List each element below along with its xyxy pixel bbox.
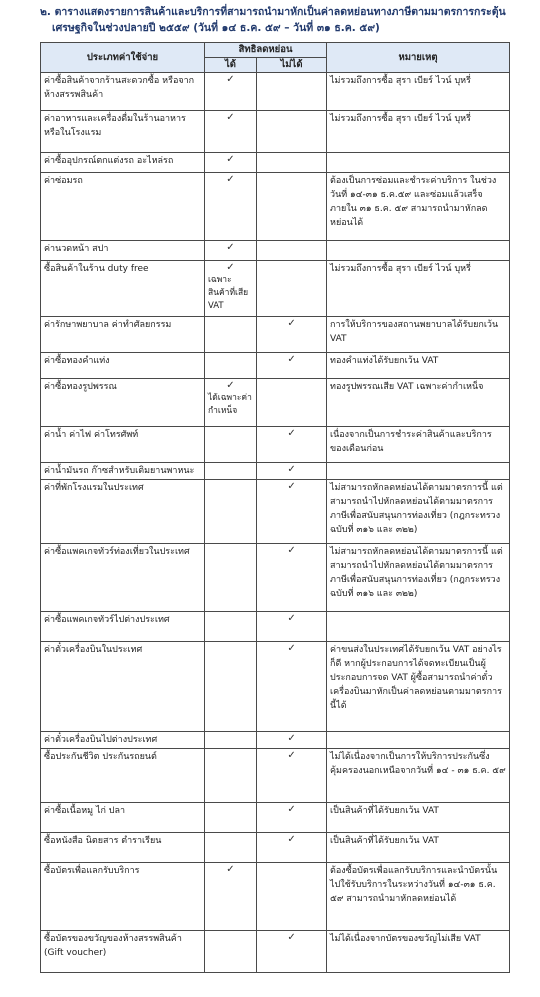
table-row [41,317,510,353]
table-row [41,863,510,931]
can-deduct-cell [205,241,257,261]
table-row [41,463,510,480]
expense-item: ค่าซื้ออุปกรณ์ตกแต่งรถ อะไหล่รถ [41,153,205,173]
check-mark-icon: ✓ [226,174,235,185]
can-deduct-cell [205,480,257,544]
check-mark-icon: ✓ [287,804,296,815]
can-deduct-cell [205,111,257,153]
table-row [41,803,510,833]
cannot-deduct-cell [257,317,327,353]
expense-item: ค่าที่พักโรงแรมในประเทศ [41,480,205,544]
can-deduct-note: ได้เฉพาะค่ากำเหน็จ [208,393,252,416]
remark: ไม่รวมถึงการซื้อ สุรา เบียร์ ไวน์ บุหรี่ [327,111,510,153]
cannot-deduct-cell [257,749,327,803]
table-row [41,833,510,863]
cannot-deduct-cell [257,153,327,173]
cannot-deduct-cell [257,833,327,863]
cannot-deduct-cell [257,73,327,111]
remark [327,463,510,480]
table-row [41,612,510,642]
table-row [41,153,510,173]
cannot-deduct-cell [257,612,327,642]
check-mark-icon: ✓ [226,154,235,165]
remark: เนื่องจากเป็นการชำระค่าสินค้าและบริการของเดือนก่อน [327,427,510,463]
expense-item: ซื้อบัตรของขวัญของห้างสรรพสินค้า (Gift voucher) [41,931,205,973]
table-row [41,73,510,111]
can-deduct-cell [205,863,257,931]
can-deduct-cell [205,261,257,317]
expense-item: ค่าซื้อแพคเกจทัวร์ไปต่างประเทศ [41,612,205,642]
remark: การให้บริการของสถานพยาบาลได้รับยกเว้น VAT [327,317,510,353]
expense-item: ค่าซื้อแพคเกจทัวร์ท่องเที่ยวในประเทศ [41,544,205,612]
can-deduct-cell [205,803,257,833]
cannot-deduct-cell [257,863,327,931]
expense-item: ซื้อสินค้าในร้าน duty free [41,261,205,317]
table-row [41,642,510,732]
header-row [41,43,510,58]
can-deduct-cell [205,379,257,427]
expense-item: ค่าซ่อมรถ [41,173,205,241]
remark: เป็นสินค้าที่ได้รับยกเว้น VAT [327,833,510,863]
expense-item: ค่าน้ำ ค่าไฟ ค่าโทรศัพท์ [41,427,205,463]
check-mark-icon: ✓ [287,481,296,492]
table-row [41,241,510,261]
expense-item: ค่านวดหน้า สปา [41,241,205,261]
header-expense-type: ประเภทค่าใช้จ่าย [41,43,205,73]
cannot-deduct-cell [257,463,327,480]
expense-item: ค่าซื้อทองคำแท่ง [41,353,205,379]
can-deduct-cell [205,931,257,973]
can-deduct-cell [205,642,257,732]
header-cannot: ไม่ได้ [257,58,327,73]
table-row [41,931,510,973]
expense-item: ค่าซื้อเนื้อหมู ไก่ ปลา [41,803,205,833]
expense-item: ซื้อหนังสือ นิตยสาร ตำราเรียน [41,833,205,863]
document-title [40,4,520,36]
remark: ทองคำแท่งได้รับยกเว้น VAT [327,353,510,379]
title-line-1: ๒. ตารางแสดงรายการสินค้าและบริการที่สามารถนำมาหักเป็นค่าลดหย่อนทางภาษีตามมาตรการกระตุ้น [40,6,506,18]
can-deduct-cell [205,353,257,379]
cannot-deduct-cell [257,544,327,612]
can-deduct-cell [205,73,257,111]
expense-item: ค่าตั๋วเครื่องบินในประเทศ [41,642,205,732]
remark: เป็นสินค้าที่ได้รับยกเว้น VAT [327,803,510,833]
remark [327,612,510,642]
remark [327,153,510,173]
table-row [41,261,510,317]
remark: ไม่รวมถึงการซื้อ สุรา เบียร์ ไวน์ บุหรี่ [327,73,510,111]
expense-item: ซื้อประกันชีวิต ประกันรถยนต์ [41,749,205,803]
remark: ไม่สามารถหักลดหย่อนได้ตามมาตรการนี้ แต่สามารถนำไปหักลดหย่อนได้ตามมาตรการภาษีเพื่อสนับสนุนการท่องเที่ยว (กฎกระทรวงฉบับที่ ๓๑๖ และ ๓๒๒) [327,480,510,544]
table-row [41,544,510,612]
remark: ต้องเป็นการซ่อมและชำระค่าบริการ ในช่วงวันที่ ๑๔-๓๑ ธ.ค.๕๙ และซ่อมแล้วเสร็จภายใน ๓๑ ธ.ค. ๕๙ สามารถนำมาหักลดหย่อนได้ [327,173,510,241]
cannot-deduct-cell [257,803,327,833]
expense-item: ค่าตั๋วเครื่องบินไปต่างประเทศ [41,732,205,749]
check-mark-icon: ✓ [287,834,296,845]
header-remarks: หมายเหตุ [327,43,510,73]
expense-item: ค่าซื้อสินค้าจากร้านสะดวกซื้อ หรือจากห้างสรรพสินค้า [41,73,205,111]
can-deduct-note: เฉพาะสินค้าที่เสีย VAT [208,275,249,311]
can-deduct-cell [205,833,257,863]
expense-item: ค่ารักษาพยาบาล ค่าทำศัลยกรรม [41,317,205,353]
cannot-deduct-cell [257,379,327,427]
check-mark-icon: ✓ [287,643,296,654]
remark: ต้องซื้อบัตรเพื่อแลกรับบริการและนำบัตรนั้นไปใช้รับบริการในระหว่างวันที่ ๑๔-๓๑ ธ.ค. ๕๙ สามารถนำมาหักลดหย่อนได้ [327,863,510,931]
check-mark-icon: ✓ [287,733,296,744]
check-mark-icon: ✓ [226,864,235,875]
deduction-table [40,42,510,973]
remark: ไม่รวมถึงการซื้อ สุรา เบียร์ ไวน์ บุหรี่ [327,261,510,317]
table-row [41,732,510,749]
can-deduct-cell [205,463,257,480]
cannot-deduct-cell [257,642,327,732]
table-row [41,480,510,544]
expense-item: ค่าซื้อทองรูปพรรณ [41,379,205,427]
table-row [41,111,510,153]
check-mark-icon: ✓ [226,112,235,123]
cannot-deduct-cell [257,111,327,153]
table-row [41,353,510,379]
table-row [41,749,510,803]
check-mark-icon: ✓ [287,545,296,556]
check-mark-icon: ✓ [226,380,235,391]
remark [327,241,510,261]
expense-item: ซื้อบัตรเพื่อแลกรับบริการ [41,863,205,931]
cannot-deduct-cell [257,173,327,241]
check-mark-icon: ✓ [287,613,296,624]
can-deduct-cell [205,153,257,173]
table-row [41,427,510,463]
check-mark-icon: ✓ [287,464,296,475]
table-body [41,73,510,973]
table-row [41,379,510,427]
cannot-deduct-cell [257,241,327,261]
can-deduct-cell [205,544,257,612]
cannot-deduct-cell [257,427,327,463]
can-deduct-cell [205,749,257,803]
remark: ไม่สามารถหักลดหย่อนได้ตามมาตรการนี้ แต่สามารถนำไปหักลดหย่อนได้ตามมาตรการภาษีเพื่อสนับสนุนการท่องเที่ยว (กฎกระทรวงฉบับที่ ๓๑๖ และ ๓๒๒) [327,544,510,612]
check-mark-icon: ✓ [287,318,296,329]
check-mark-icon: ✓ [287,354,296,365]
title-line-2: เศรษฐกิจในช่วงปลายปี ๒๕๕๙ (วันที่ ๑๔ ธ.ค. ๕๙ – วันที่ ๓๑ ธ.ค. ๕๙) [52,22,380,34]
remark [327,732,510,749]
check-mark-icon: ✓ [287,932,296,943]
check-mark-icon: ✓ [226,242,235,253]
can-deduct-cell [205,612,257,642]
cannot-deduct-cell [257,732,327,749]
can-deduct-cell [205,173,257,241]
can-deduct-cell [205,427,257,463]
header-rights: สิทธิลดหย่อน [205,43,327,58]
remark: ทองรูปพรรณเสีย VAT เฉพาะค่ากำเหน็จ [327,379,510,427]
can-deduct-cell [205,317,257,353]
check-mark-icon: ✓ [287,750,296,761]
expense-item: ค่าน้ำมันรถ ก๊าซสำหรับเติมยานพาหนะ [41,463,205,480]
check-mark-icon: ✓ [287,428,296,439]
cannot-deduct-cell [257,261,327,317]
cannot-deduct-cell [257,353,327,379]
remark: ไม่ได้เนื่องจากบัตรของขวัญไม่เสีย VAT [327,931,510,973]
cannot-deduct-cell [257,480,327,544]
expense-item: ค่าอาหารและเครื่องดื่มในร้านอาหาร หรือในโรงแรม [41,111,205,153]
check-mark-icon: ✓ [226,74,235,85]
header-can: ได้ [205,58,257,73]
check-mark-icon: ✓ [226,262,235,273]
cannot-deduct-cell [257,931,327,973]
can-deduct-cell [205,732,257,749]
remark: ค่าขนส่งในประเทศได้รับยกเว้น VAT อย่างไรก็ดี หากผู้ประกอบการได้จดทะเบียนเป็นผู้ประกอบการจด VAT ผู้ซื้อสามารถนำค่าตั๋วเครื่องบินมาหักเป็นค่าลดหย่อนตามมาตรการนี้ได้ [327,642,510,732]
table-row [41,173,510,241]
remark: ไม่ได้เนื่องจากเป็นการให้บริการประกันซึ่งคุ้มครองนอกเหนือจากวันที่ ๑๔ - ๓๑ ธ.ค. ๕๙ [327,749,510,803]
